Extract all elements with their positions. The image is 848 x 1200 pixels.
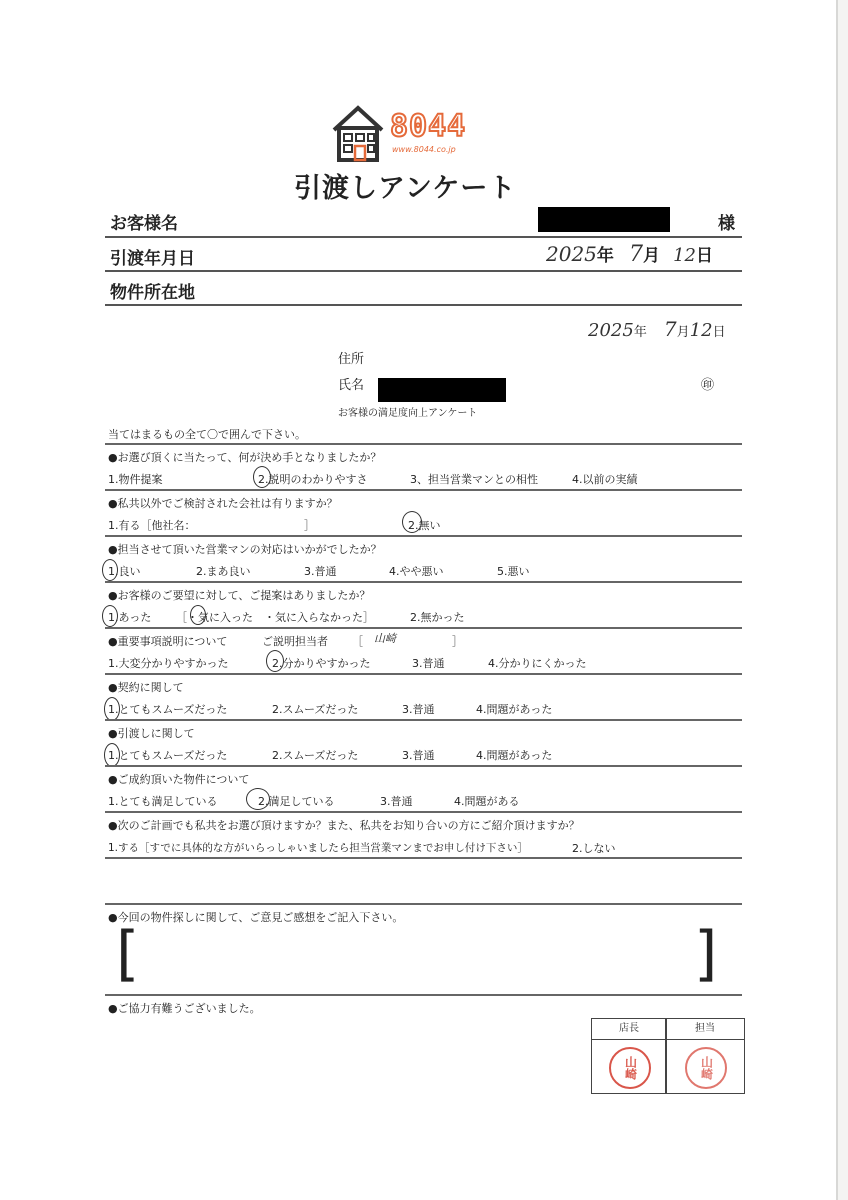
q5-option-4[interactable]: 4.分かりにくかった bbox=[488, 657, 587, 670]
divider bbox=[105, 719, 742, 721]
handover-date-label: 引渡年月日 bbox=[110, 249, 195, 269]
divider bbox=[105, 857, 742, 859]
q3-option-1[interactable]: 1.良い bbox=[108, 565, 141, 578]
divider bbox=[105, 489, 742, 491]
q2-option-1[interactable]: 1.有る［他社名： bbox=[108, 519, 196, 532]
divider bbox=[105, 994, 742, 996]
manager-label: 店長 bbox=[592, 1019, 666, 1040]
company-logo bbox=[330, 104, 490, 162]
survey-caption: お客様の満足度向上アンケート bbox=[338, 408, 478, 419]
q2-other-company-close: ］ bbox=[304, 519, 315, 532]
q5-option-2[interactable]: 2.分かりやすかった bbox=[272, 657, 371, 670]
q4-option-2[interactable]: 2.無かった bbox=[410, 611, 465, 624]
form-year-unit: 年 bbox=[633, 325, 647, 340]
question-9: ●次のご計画でも私共をお選び頂けますか？また、私共をお知り合いの方にご紹介頂けますか？ bbox=[108, 819, 580, 832]
q7-option-3[interactable]: 3.普通 bbox=[402, 749, 435, 762]
property-location-label: 物件所在地 bbox=[110, 283, 195, 303]
q3-option-5[interactable]: 5.悪い bbox=[497, 565, 530, 578]
form-month: 7 bbox=[663, 317, 677, 341]
q3-selection-mark bbox=[102, 559, 118, 581]
manager-seal-text: 山崎 bbox=[623, 1056, 638, 1080]
q5-option-3[interactable]: 3.普通 bbox=[412, 657, 445, 670]
form-day-unit: 日 bbox=[712, 325, 726, 340]
q8-option-4[interactable]: 4.問題がある bbox=[454, 795, 520, 808]
q8-selection-mark bbox=[246, 788, 270, 810]
q1-option-1[interactable]: 1.物件提案 bbox=[108, 473, 163, 486]
q6-option-1[interactable]: 1.とてもスムーズだった bbox=[108, 703, 228, 716]
q5-explainer-close: ］ bbox=[452, 635, 463, 648]
q2-option-2[interactable]: 2.無い bbox=[408, 519, 441, 532]
q6-option-2[interactable]: 2.スムーズだった bbox=[272, 703, 359, 716]
q6-selection-mark bbox=[104, 697, 120, 721]
manager-stamp-box bbox=[591, 1018, 667, 1094]
logo-url: www.8044.co.jp bbox=[392, 145, 456, 154]
question-4: ●お客様のご要望に対して、ご提案はありましたか？ bbox=[108, 589, 371, 602]
q4-sub-selection-mark bbox=[190, 605, 206, 625]
page-title: 引渡しアンケート bbox=[294, 173, 517, 204]
comments-bracket-close: ] bbox=[694, 919, 718, 989]
redacted-customer-name bbox=[538, 207, 670, 232]
comments-input-area[interactable] bbox=[140, 930, 692, 988]
question-5: ●重要事項説明について bbox=[108, 635, 228, 648]
handover-year: 2025 bbox=[546, 242, 597, 266]
customer-name-line bbox=[105, 236, 742, 238]
question-2: ●私共以外でご検討された会社は有りますか？ bbox=[108, 497, 338, 510]
q3-option-4[interactable]: 4.やや悪い bbox=[389, 565, 444, 578]
handover-day: 12 bbox=[673, 245, 696, 266]
redacted-respondent-name bbox=[378, 378, 506, 402]
comments-bracket-open: [ bbox=[116, 919, 140, 989]
q4-option-1[interactable]: 1.あった bbox=[108, 611, 152, 624]
staff-seal-text: 山崎 bbox=[699, 1056, 714, 1080]
address-label: 住所 bbox=[338, 352, 365, 367]
question-8: ●ご成約頂いた物件について bbox=[108, 773, 250, 786]
question-7: ●引渡しに関して bbox=[108, 727, 195, 740]
divider bbox=[105, 903, 742, 905]
q7-option-4[interactable]: 4.問題があった bbox=[476, 749, 553, 762]
divider bbox=[105, 627, 742, 629]
handover-date-line bbox=[105, 270, 742, 272]
staff-seal bbox=[685, 1047, 727, 1089]
q5-explainer-open: ［ bbox=[352, 635, 363, 648]
q8-option-3[interactable]: 3.普通 bbox=[380, 795, 413, 808]
handover-year-unit: 年 bbox=[596, 246, 614, 266]
q1-option-2[interactable]: 2.説明のわかりやすさ bbox=[258, 473, 368, 486]
divider bbox=[105, 765, 742, 767]
name-label: 氏名 bbox=[338, 378, 365, 393]
scan-edge bbox=[836, 0, 838, 1200]
q8-option-1[interactable]: 1.とても満足している bbox=[108, 795, 218, 808]
staff-stamp-box bbox=[665, 1018, 745, 1094]
divider bbox=[105, 535, 742, 537]
handover-date-value bbox=[546, 241, 713, 267]
divider bbox=[105, 443, 742, 445]
customer-name-label: お客様名 bbox=[110, 214, 178, 234]
handover-day-unit: 日 bbox=[696, 246, 713, 266]
instructions: 当てはまるもの全て〇で囲んで下さい。 bbox=[108, 428, 306, 441]
q1-option-3[interactable]: 3、担当営業マンとの相性 bbox=[410, 473, 538, 486]
seal-mark: ㊞ bbox=[701, 378, 715, 393]
comments-prompt: ●今回の物件探しに関して、ご意見ご感想をご記入下さい。 bbox=[108, 911, 404, 924]
property-location-line bbox=[105, 304, 742, 306]
q7-option-1[interactable]: 1.とてもスムーズだった bbox=[108, 749, 228, 762]
q5-explainer-value: 山崎 bbox=[374, 632, 396, 645]
divider bbox=[105, 673, 742, 675]
question-1: ●お選び頂くに当たって、何が決め手となりましたか？ bbox=[108, 451, 382, 464]
form-year: 2025 bbox=[588, 320, 634, 341]
q5-selection-mark bbox=[266, 650, 284, 672]
staff-label: 担当 bbox=[666, 1019, 744, 1040]
q4-sub-options[interactable]: ［・気に入った ・気に入らなかった］ bbox=[176, 611, 374, 624]
logo-brand: 8044 bbox=[390, 109, 467, 144]
form-date bbox=[588, 317, 726, 341]
thanks-message: ●ご協力有難うございました。 bbox=[108, 1002, 261, 1015]
q1-option-4[interactable]: 4.以前の実績 bbox=[572, 473, 638, 486]
q4-selection-mark bbox=[102, 605, 118, 627]
q7-option-2[interactable]: 2.スムーズだった bbox=[272, 749, 359, 762]
q2-selection-mark bbox=[402, 511, 422, 533]
q1-selection-mark bbox=[253, 466, 271, 488]
honorific: 様 bbox=[718, 214, 735, 234]
q3-option-2[interactable]: 2.まあ良い bbox=[196, 565, 251, 578]
handover-month: 7 bbox=[629, 242, 643, 267]
handover-month-unit: 月 bbox=[643, 246, 660, 266]
q6-option-4[interactable]: 4.問題があった bbox=[476, 703, 553, 716]
question-6: ●契約に関して bbox=[108, 681, 184, 694]
q5-explainer-label: ご説明担当者 bbox=[262, 635, 328, 648]
q7-selection-mark bbox=[104, 743, 120, 767]
form-month-unit: 月 bbox=[676, 325, 690, 340]
q6-option-3[interactable]: 3.普通 bbox=[402, 703, 435, 716]
question-3: ●担当させて頂いた営業マンの対応はいかがでしたか？ bbox=[108, 543, 382, 556]
q9-option-2[interactable]: 2.しない bbox=[572, 842, 616, 855]
manager-seal bbox=[609, 1047, 651, 1089]
house-icon bbox=[330, 104, 386, 162]
divider bbox=[105, 581, 742, 583]
form-day: 12 bbox=[689, 320, 713, 341]
q3-option-3[interactable]: 3.普通 bbox=[304, 565, 337, 578]
q5-option-1[interactable]: 1.大変分かりやすかった bbox=[108, 657, 229, 670]
q8-option-2[interactable]: 2.満足している bbox=[258, 795, 335, 808]
divider bbox=[105, 811, 742, 813]
q9-option-1[interactable]: 1.する［すでに具体的な方がいらっしゃいましたら担当営業マンまでお申し付け下さい］ bbox=[108, 842, 528, 854]
